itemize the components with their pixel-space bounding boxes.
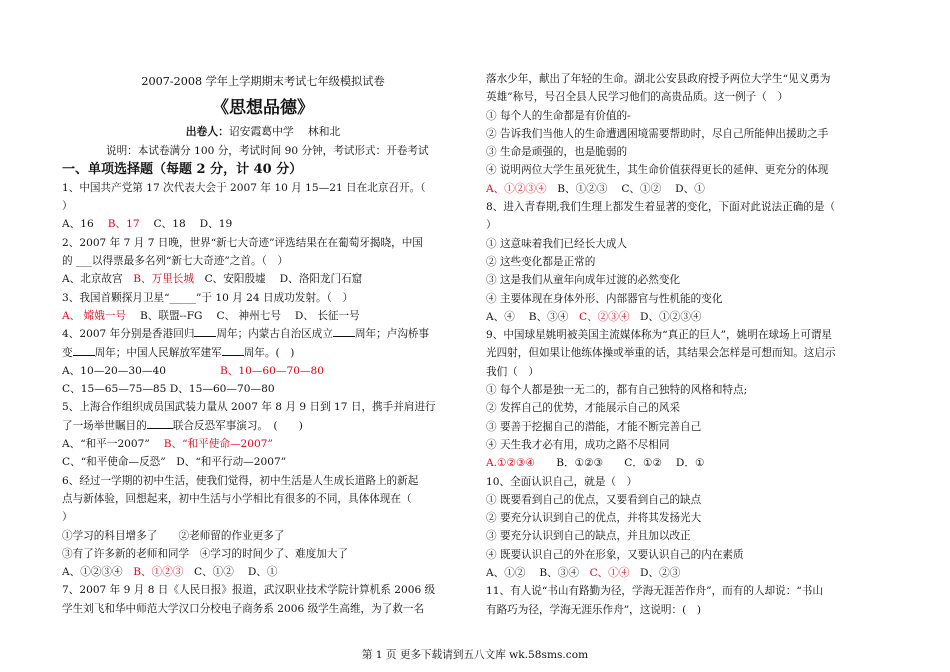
question-6-stem: 6、经过一学期的初中生活，使我们觉得，初中生活是人生成长道路上的新起 (62, 474, 419, 487)
answer-option: B、17 (107, 218, 140, 231)
answer-option: C、②③④ (578, 310, 630, 323)
answer-option: B、“和平使命—2007” (163, 438, 273, 451)
question-7-item: ④ 说明两位大学生虽死犹生，其生命价值获得更长的延伸、更充分的体现 (486, 164, 829, 177)
question-2-options (62, 270, 464, 288)
subject-title: 《思想品德》 (212, 98, 314, 119)
page-footer: 第 1 页 更多下载请到五八文库 wk.58sms.com (361, 649, 589, 661)
option-c: C、“和平使命—反恐” (62, 456, 166, 469)
question-4-text-2: 周年；内蒙古自治区成立 (216, 328, 333, 341)
question-11-stem: 11、有人说“书山有路勤为径，学海无涯苦作舟”，而有的人却说：“书山 (486, 585, 823, 598)
question-7-item: ② 告诉我们当他人的生命遭遇困境需要帮助时，尽自己所能伸出援助之手 (486, 127, 829, 140)
question-7-stem: 7、2007 年 9 月 8 日《人民日报》报道，武汉职业技术学院计算机系 2006 级 (62, 584, 436, 597)
author-label: 出卷人： (185, 125, 229, 139)
answer-option: B、万里长城 (133, 273, 194, 286)
option-a: A、“和平一2007” (62, 438, 150, 451)
right-column (486, 70, 888, 619)
question-3-stem: 3、我国首颗探月卫星“_____”于 10 月 24 日成功发射。（ ） (62, 291, 354, 304)
question-8-item: ④ 主要体现在身体外形、内部器官与性机能的变化 (486, 292, 723, 305)
question-8-item: ③ 这是我们从童年向成年过渡的必然变化 (486, 274, 681, 287)
question-6-item: ①学习的科目增多了 ②老师留的作业更多了 (62, 529, 285, 542)
question-7-item: ③ 生命是顽强的，也是脆弱的 (486, 146, 628, 159)
question-7-stem-2: 学生刘飞和华中师范大学汉口分校电子商务系 2006 级学生高维，为了救一名 (62, 602, 425, 615)
question-10-options (486, 564, 888, 582)
question-1-stem-end: ） (62, 200, 73, 213)
question-9-item: ① 每个人都是独一无二的，都有自己独特的风格和特点; (486, 384, 748, 397)
question-7-stem-3: 落水少年，献出了年轻的生命。湖北公安县政府授予两位大学生“见义勇为 (486, 73, 831, 85)
question-9-item: ④ 天生我才必有用，成功之路不尽相同 (486, 438, 670, 451)
option-a: A、10—20—30—40 (62, 364, 166, 377)
option-cd: C、安阳殷墟 D、洛阳龙门石窟 (204, 273, 363, 286)
option-c: C、15—65—75—85 (62, 383, 167, 396)
question-2-stem-end: 的 ___以得票最多名列“新七大奇迹”之首。（ ） (62, 255, 289, 268)
question-9-item: ② 发挥自己的优势，才能展示自己的风采 (486, 402, 681, 415)
question-8-item: ① 这意味着我们已经长大成人 (486, 237, 628, 250)
question-10-item: ④ 既要认识自己的外在形象，又要认识自己的内在素质 (486, 548, 744, 561)
question-9-stem: 9、中国球星姚明被美国主流媒体称为“真正的巨人”，姚明在球场上可谓星 (486, 329, 832, 342)
answer-blank (73, 344, 95, 356)
question-8-stem: 8、进入青春期,我们生理上都发生着显著的变化，下面对此说法正确的是（ (486, 201, 836, 214)
question-9-stem-2: 光四射，但如果让他练体操或举重的话，其结果会怎样是可想而知。这启示 (486, 347, 836, 360)
question-9-stem-end: 我们（ ） (486, 365, 539, 378)
answer-option: A、①②③④ (486, 182, 547, 195)
question-4-text-3: 周年；卢沟桥事 (354, 328, 430, 341)
question-6-stem-end: ） (62, 511, 73, 524)
question-4-options-cd (62, 380, 464, 398)
answer-option: B、①②③ (133, 566, 184, 579)
question-5-text-1: 了一场举世瞩目的 (62, 419, 147, 432)
question-3-options (62, 307, 464, 325)
exam-title: 2007-2008 学年上学期期末考试七年级模拟试卷 (141, 75, 385, 88)
option-bcd: B、联盟--FG C、 神州七号 D、 长征一号 (139, 309, 360, 322)
option-ab: A、①② B、③④ (486, 567, 579, 580)
question-10-item: ③ 要充分认识到自己的缺点，并且加以改正 (486, 530, 691, 543)
question-4-options-ab (62, 362, 464, 380)
question-10-item: ① 既要看到自己的优点，又要看到自己的缺点 (486, 493, 702, 506)
question-8-item: ② 这些变化都是正常的 (486, 255, 596, 268)
answer-option: C、①④ (589, 567, 630, 580)
answer-blank (222, 344, 244, 356)
exam-note: 说明：本试卷满分 100 分，考试时间 90 分钟，考试形式：开卷考试 (106, 144, 429, 157)
option-a: A、①②③④ (62, 566, 123, 579)
question-10-item: ② 要充分认识到自己的优点，并将其发扬光大 (486, 512, 702, 525)
option-d: D、②③ (640, 567, 681, 580)
question-11-stem-end: 有路巧为径，学海无涯乐作舟”，这说明：( ) (486, 603, 701, 616)
question-5-options-cd (62, 453, 464, 471)
option-d: D、15—60—70—80 (169, 383, 275, 396)
answer-option: A、 嫦娥一号 (62, 309, 126, 322)
question-6-item: ③有了许多新的老师和同学 ④学习的时间少了、难度加大了 (62, 547, 349, 560)
author-value: 诏安霞葛中学 林和北 (228, 125, 341, 139)
option-d: D、①②③④ (640, 310, 702, 323)
author-line (62, 123, 464, 141)
question-4-stem-end (62, 344, 464, 362)
question-7-options (486, 180, 888, 198)
answer-blank (147, 417, 173, 429)
question-9-item: ③ 要善于挖掘自己的潜能，才能不断完善自己 (486, 420, 702, 433)
option-a: A、16 (62, 218, 94, 231)
question-4-text-5: 周年；中国人民解放军建军 (94, 346, 222, 359)
option-cd: C、①② D、① (193, 566, 278, 579)
option-bcd: B．①②③ C．①② D．① (556, 457, 705, 470)
question-8-stem-end: ） (486, 219, 497, 232)
answer-option: B、10—60—70—80 (219, 364, 325, 377)
question-6-options (62, 563, 464, 581)
question-8-options (486, 308, 888, 326)
question-4-text-1: 4、2007 年分别是香港回归 (62, 328, 195, 341)
answer-blank (333, 325, 355, 337)
answer-option: A.①②③④ (486, 457, 536, 470)
question-4-text-6: 周年。( ) (243, 346, 295, 359)
question-6-stem-2: 点与新体验，回想起来，初中生活与小学相比有很多的不同，具体体现在（ (62, 492, 412, 505)
option-bcd: B、①②③ C、①② D、① (557, 182, 705, 195)
question-7-item: ① 每个人的生命都是有价值的- (486, 109, 631, 122)
question-10-stem: 10、全面认识自己，就是（ ） (486, 475, 638, 488)
question-5-options-ab (62, 435, 464, 453)
question-9-options (486, 454, 888, 472)
option-cd: C、18 D、19 (153, 218, 233, 231)
question-5-stem: 5、上海合作组织成员国武装力量从 2007 年 8 月 9 日到 17 日，携手并肩进行 (62, 401, 436, 414)
question-1-options (62, 215, 464, 233)
question-4-stem (62, 325, 464, 343)
answer-blank (194, 325, 216, 337)
option-d: D、“和平行动—2007” (176, 456, 287, 469)
left-column (62, 72, 464, 618)
option-ab: A、④ B、③④ (486, 310, 569, 323)
section-title: 一、单项选择题（每题 2 分，计 40 分） (62, 161, 303, 177)
question-7-stem-4: 英雄”称号，号召全县人民学习他们的高贵品质。这一例子（ ） (486, 91, 789, 104)
question-4-text-4: 变 (62, 346, 73, 359)
question-5-stem-end (62, 417, 464, 435)
option-a: A、北京故宫 (62, 273, 123, 286)
question-2-stem: 2、2007 年 7 月 7 日晚，世界“新七大奇迹”评选结果在在葡萄牙揭晓，中国 (62, 236, 423, 249)
question-1-stem: 1、中国共产党第 17 次代表大会于 2007 年 10 月 15—21 日在北京召开。（ (62, 181, 426, 194)
question-5-text-2: 联合反恐军事演习。 ( ) (172, 419, 303, 432)
